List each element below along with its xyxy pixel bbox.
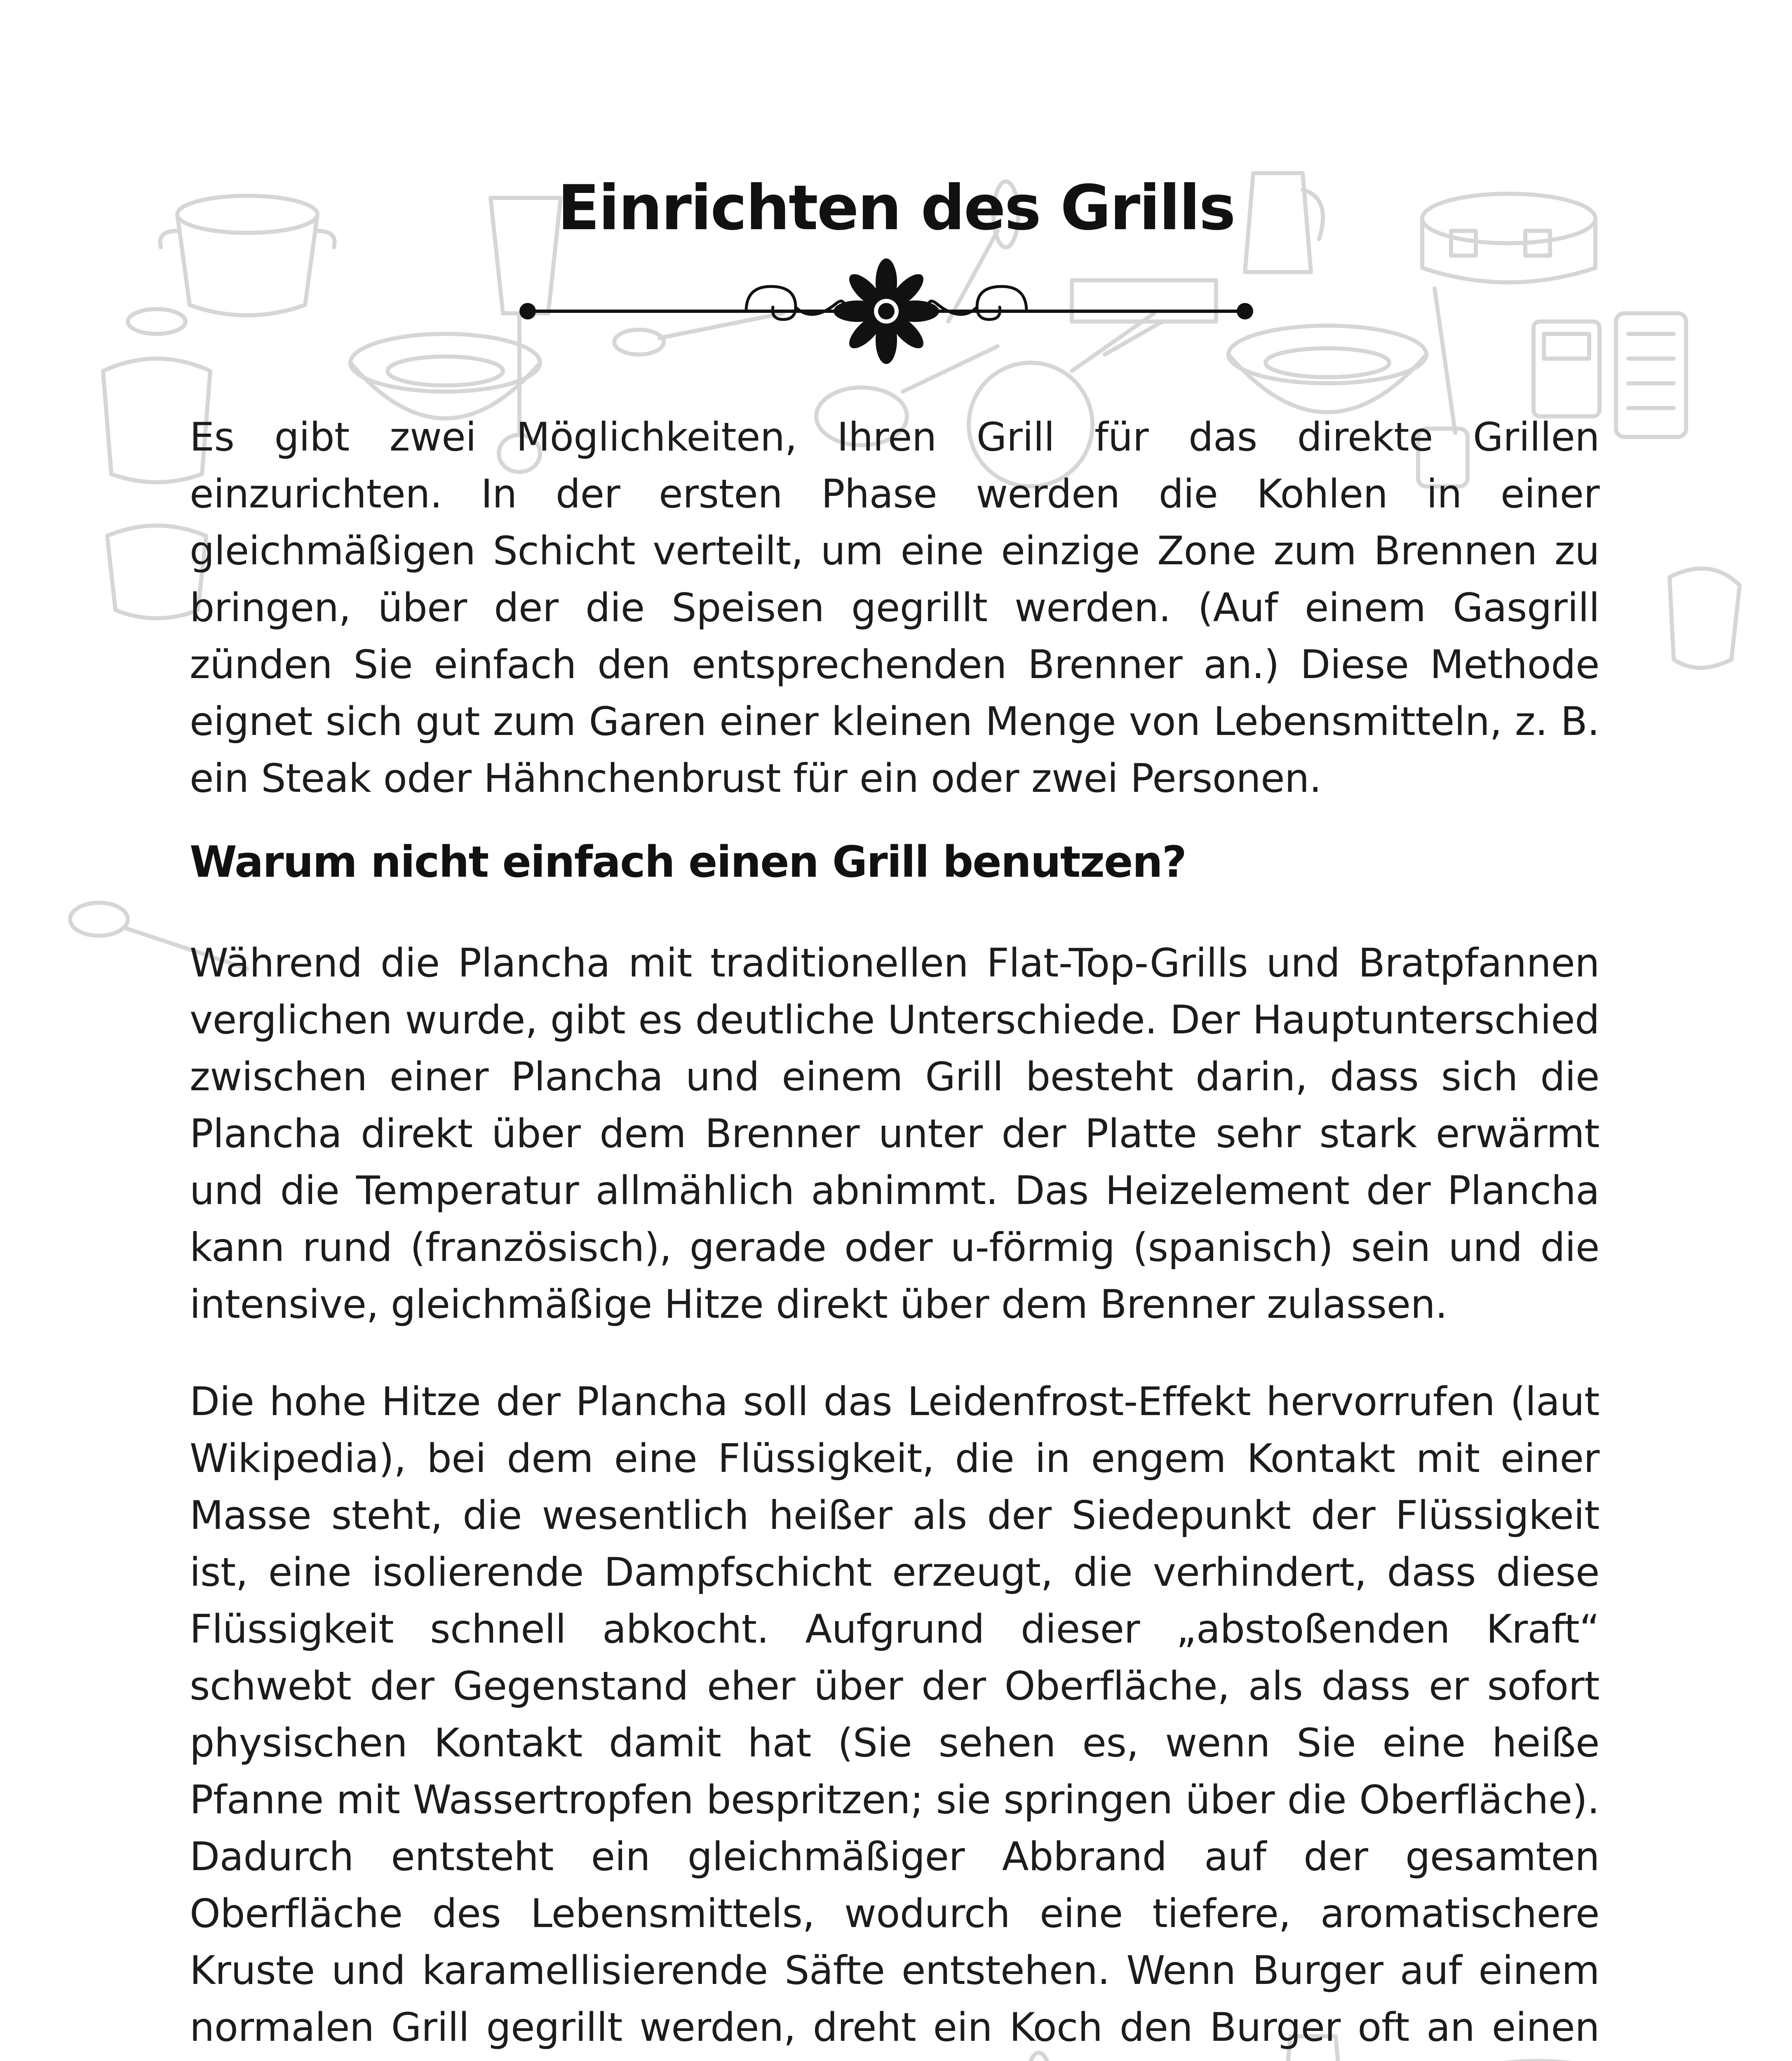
paragraph: Es gibt zwei Möglichkeiten, Ihren Grill für das direkte Grillen einzurichten. In der ersten Phase werden die Kohlen in einer gleichmäßigen Schicht verteilt, um eine einzige Zone zum Brennen zu bringen, über der die Speisen gegrillt werden. (Auf einem Gasgrill zünden Sie einfach den entsprechenden Brenner an.) Diese Methode eignet sich gut zum Garen einer kleinen Menge von Lebensmitteln, z. B. ein Steak oder Hähnchenbrust für ein oder zwei Personen. (190, 415, 1599, 801)
page-title: Einrichten des Grills (557, 172, 1235, 244)
section-heading: Warum nicht einfach einen Grill benutzen? (190, 837, 1186, 887)
paragraph: Die hohe Hitze der Plancha soll das Leidenfrost-Effekt hervorrufen (laut Wikipedia), bei dem eine Flüssigkeit, die in engem Kontakt mit einer Masse steht, die wesentlich heißer als der Siedepunkt der Flüssigkeit ist, eine isolierende Dampfschicht erzeugt, die verhindert, dass diese Flüssigkeit schnell abkocht. Aufgrund dieser „abstoßenden Kraft“ schwebt der Gegenstand eher über der Oberfläche, als dass er sofort physischen Kontakt damit hat (Sie sehen es, wenn Sie eine heiße Pfanne mit Wassertropfen bespritzen; sie springen über die Oberfläche). Dadurch entsteht ein gleichmäßiger Abbrand auf der gesamten Oberfläche des Lebensmittels, wodurch eine tiefere, aromatischere Kruste und karamellisierende Säfte entstehen. Wenn Burger auf einem normalen Grill gegrillt werden, dreht ein Koch den Burger oft an einen (190, 1379, 1599, 2050)
flourish-divider-icon (515, 258, 1257, 365)
paragraph: Während die Plancha mit traditionellen Flat-Top-Grills und Bratpfannen verglichen wurde, gibt es deutliche Unterschiede. Der Hauptunterschied zwischen einer Plancha und einem Grill besteht darin, dass sich die Plancha direkt über dem Brenner unter der Platte sehr stark erwärmt und die Temperatur allmählich abnimmt. Das Heizelement der Plancha kann rund (französisch), gerade oder u-förmig (spanisch) sein und die intensive, gleichmäßige Hitze direkt über dem Brenner zulassen. (190, 941, 1599, 1327)
